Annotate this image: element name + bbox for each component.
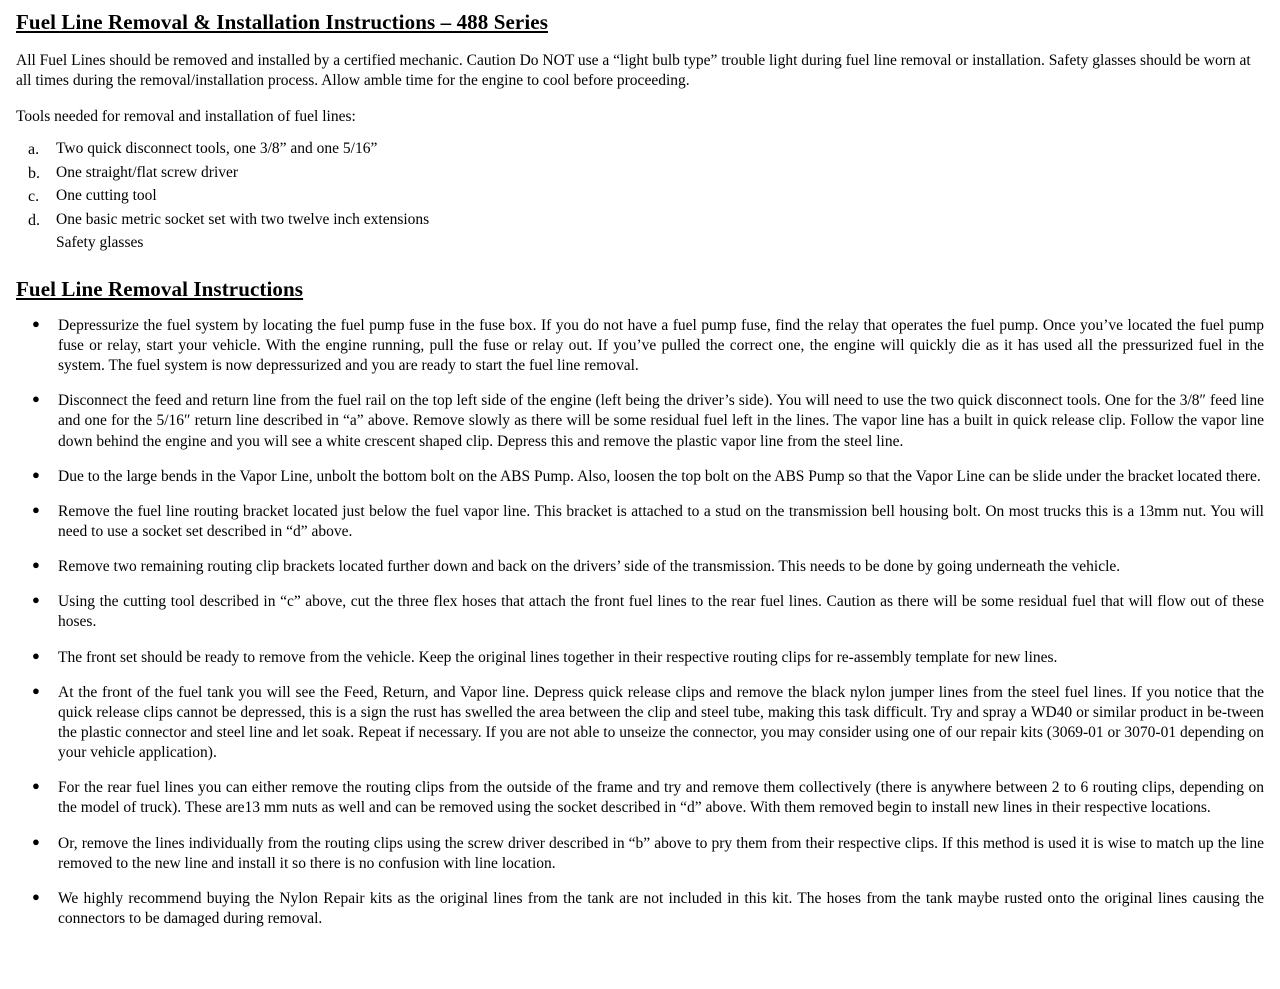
list-item-label: Remove two remaining routing clip brackets located further down and back on the drivers’ side of the transmission. This needs to be done by going underneath the vehicle. bbox=[58, 558, 1121, 576]
list-item-label: At the front of the fuel tank you will see the Feed, Return, and Vapor line. Depress quick release clips and remove the black nylon jumper lines from the steel fuel lines. If you notice that the quick release clips cannot be depressed, this is a sign the rust has swelled the area between the clip and steel tube, making this task difficult. Try and spray a WD40 or similar product in be-tween the plastic connector and steel line and let soak. Repeat if necessary. If you are not able to unseize the connector, you may consider using one of our repair kits (3069-01 or 3070-01 depending on your vehicle application). bbox=[58, 683, 1264, 762]
list-item bbox=[16, 592, 1264, 632]
list-item bbox=[16, 316, 1264, 376]
bullet-icon: ● bbox=[32, 647, 40, 663]
section-title-removal: Fuel Line Removal Instructions bbox=[16, 276, 304, 301]
tools-list bbox=[16, 138, 1264, 254]
bullet-icon: ● bbox=[32, 778, 40, 794]
list-item bbox=[16, 889, 1264, 929]
list-item bbox=[16, 391, 1264, 451]
bullet-icon: ● bbox=[32, 501, 40, 517]
list-item-label: One basic metric socket set with two twelve inch extensions bbox=[56, 210, 430, 228]
list-item-label: Safety glasses bbox=[56, 234, 144, 252]
list-item bbox=[16, 778, 1264, 818]
list-marker: c. bbox=[28, 188, 40, 206]
list-item-label: We highly recommend buying the Nylon Repair kits as the original lines from the tank are not included in this kit. The hoses from the tank maybe rusted onto the original lines causing the connectors to be damaged during removal. bbox=[58, 889, 1264, 927]
bullet-icon: ● bbox=[32, 888, 40, 904]
list-item-label: Two quick disconnect tools, one 3/8” and one 5/16” bbox=[56, 140, 378, 158]
list-marker: a. bbox=[28, 141, 40, 159]
list-marker: d. bbox=[28, 211, 40, 229]
list-item bbox=[16, 648, 1264, 668]
bullet-icon: ● bbox=[32, 315, 40, 331]
bullet-icon: ● bbox=[32, 391, 40, 407]
list-item-label: Due to the large bends in the Vapor Line, unbolt the bottom bolt on the ABS Pump. Also, loosen the top bolt on the ABS Pump so that the Vapor Line can be slide under the bracket located there. bbox=[58, 467, 1261, 485]
list-item-label: One straight/flat screw driver bbox=[56, 163, 239, 181]
intro-paragraph: All Fuel Lines should be removed and installed by a certified mechanic. Caution Do NOT use a “light bulb type” trouble light during fuel line removal or installation. Safety glasses should be worn at all times during the removal/installation process. Allow amble time for the engine to cool before proceeding. bbox=[16, 52, 1251, 89]
list-item-label: Disconnect the feed and return line from the fuel rail on the top left side of the engine (left being the driver’s side). You will need to use the two quick disconnect tools. One for the 3/8″ feed line and one for the 5/16″ return line described in “a” above. Remove slowly as there will be some residual fuel left in the lines. The vapor line has a built in quick release clip. Follow the vapor line down behind the engine and you will see a white crescent shaped clip. Depress this and remove the plastic vapor line from the steel line. bbox=[58, 392, 1264, 450]
bullet-icon: ● bbox=[32, 592, 40, 608]
tools-lead-paragraph: Tools needed for removal and installation of fuel lines: bbox=[16, 107, 356, 125]
bullet-icon: ● bbox=[32, 833, 40, 849]
bullet-icon: ● bbox=[32, 466, 40, 482]
list-marker: b. bbox=[28, 164, 40, 182]
list-item bbox=[16, 162, 1264, 184]
page-title: Fuel Line Removal & Installation Instructions – 488 Series bbox=[16, 10, 548, 34]
list-item-label: Depressurize the fuel system by locating the fuel pump fuse in the fuse box. If you do not have a fuel pump fuse, find the relay that operates the fuel pump. Once you’ve located the fuel pump fuse or relay, start your vehicle. With the engine running, pull the fuse or relay out. If you’ve pulled the correct one, the engine will quickly die as it has used all the pressurized fuel in the system. The fuel system is now depressurized and you are ready to start the fuel line removal. bbox=[58, 316, 1264, 375]
list-item bbox=[16, 185, 1264, 207]
removal-steps-list bbox=[16, 316, 1264, 929]
list-item bbox=[16, 557, 1264, 577]
list-item-label: Using the cutting tool described in “c” above, cut the three flex hoses that attach the front fuel lines to the rear fuel lines. Caution as there will be some residual fuel that will flow out of these hoses. bbox=[58, 593, 1264, 631]
list-item bbox=[16, 138, 1264, 160]
list-item bbox=[16, 209, 1264, 231]
list-item bbox=[16, 683, 1264, 764]
list-item bbox=[16, 834, 1264, 874]
list-item-label: Remove the fuel line routing bracket located just below the fuel vapor line. This bracket is attached to a stud on the transmission bell housing bolt. On most trucks this is a 13mm nut. You will need to use a socket set described in “d” above. bbox=[58, 502, 1264, 540]
list-item bbox=[16, 502, 1264, 542]
list-item-label: One cutting tool bbox=[56, 187, 157, 205]
bullet-icon: ● bbox=[32, 557, 40, 573]
list-item-label: The front set should be ready to remove from the vehicle. Keep the original lines together in their respective routing clips for re-assembly template for new lines. bbox=[58, 648, 1058, 666]
list-item-label: For the rear fuel lines you can either remove the routing clips from the outside of the frame and try and remove them collectively (there is anywhere between 2 to 6 routing clips, depending on the model of truck). These are13 mm nuts as well and can be removed using the socket described in “d” above. With them removed begin to install new lines in their respective locations. bbox=[58, 779, 1264, 817]
list-item bbox=[16, 232, 1264, 254]
list-item bbox=[16, 467, 1264, 487]
list-item-label: Or, remove the lines individually from the routing clips using the screw driver described in “b” above to pry them from their respective clips. If this method is used it is wise to match up the line removed to the new line and install it so there is no confusion with line location. bbox=[58, 834, 1264, 872]
bullet-icon: ● bbox=[32, 682, 40, 698]
